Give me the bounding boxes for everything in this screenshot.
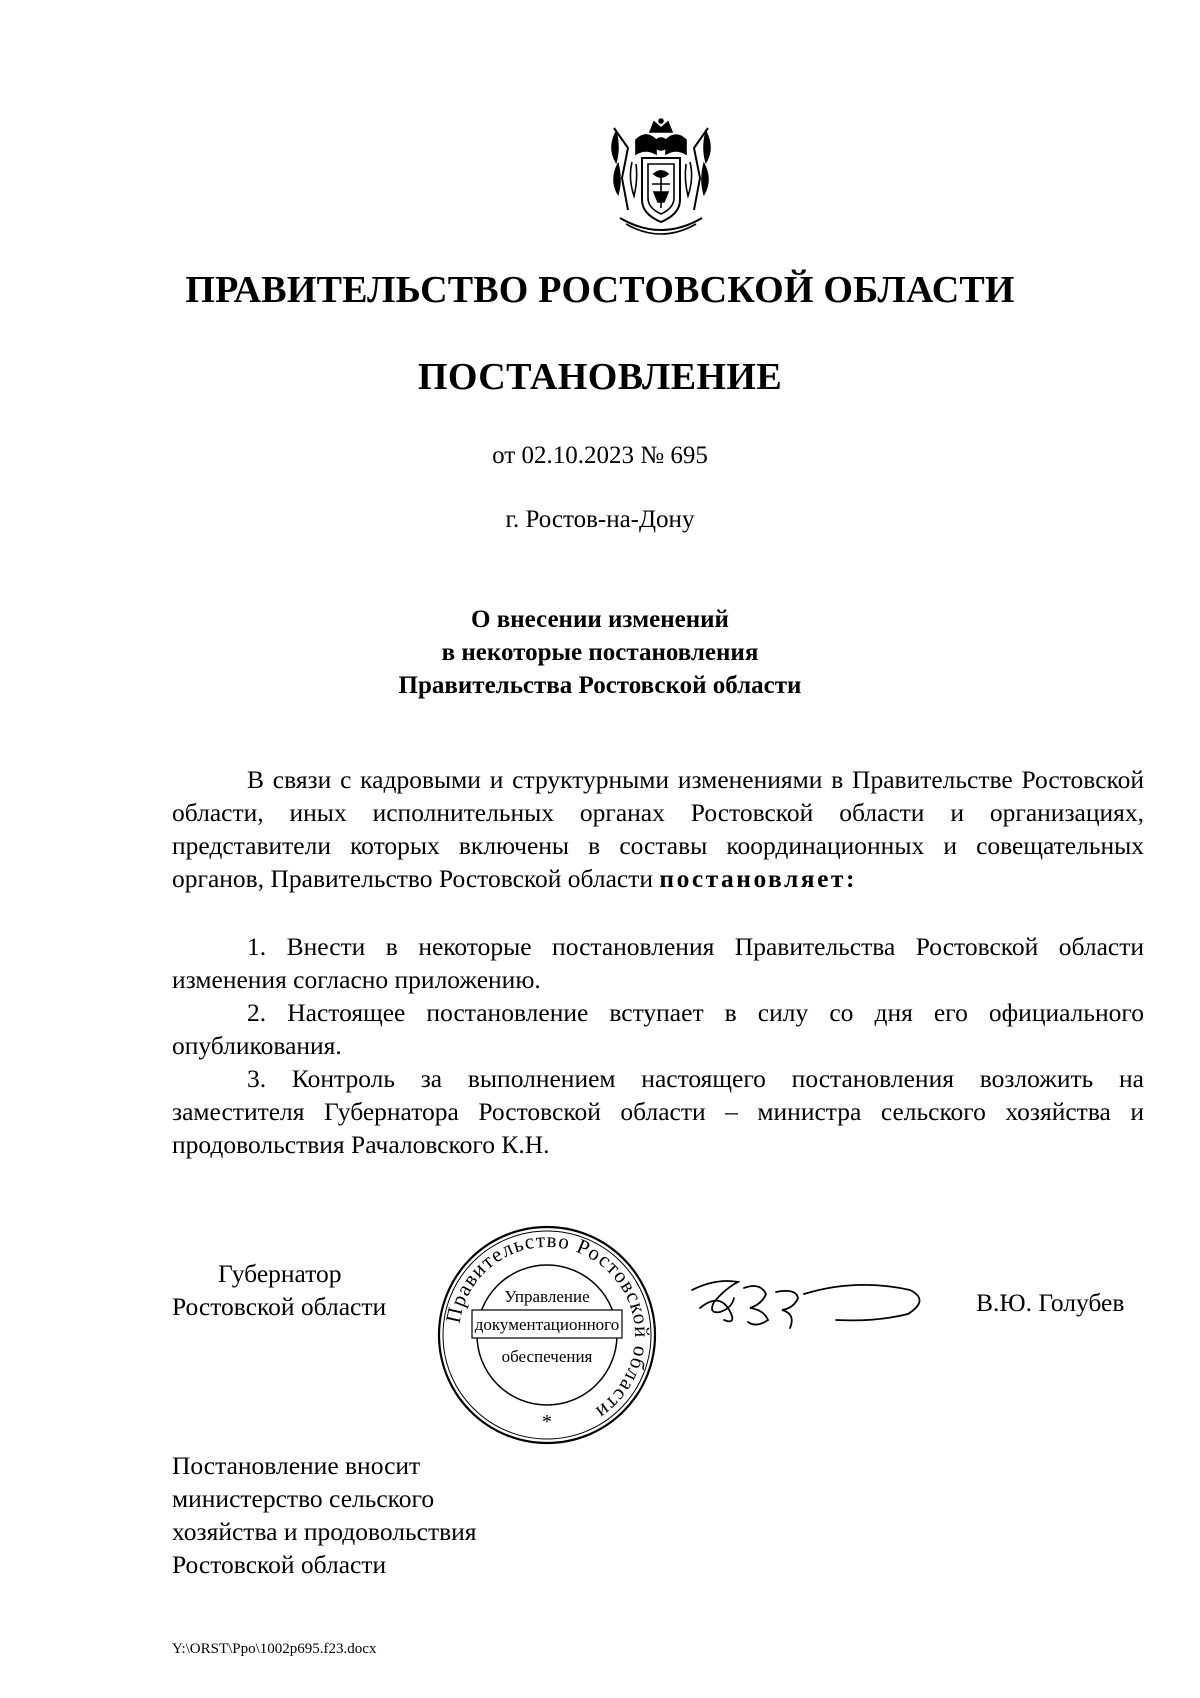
signatory-position	[172, 1257, 386, 1323]
coat-of-arms-icon	[606, 118, 716, 240]
seal-inner-line: документационного	[474, 1315, 620, 1334]
subject-line: в некоторые постановления	[441, 639, 759, 666]
resolution-items	[172, 930, 1144, 1161]
preamble-emphasis: постановляет:	[659, 864, 857, 893]
initiator-line: хозяйства и продовольствия	[172, 1517, 477, 1546]
subject-line: О внесении изменений	[471, 606, 729, 633]
signatory-position-line: Ростовской области	[172, 1292, 387, 1321]
initiator-line: Ростовской области	[172, 1550, 387, 1579]
seal-inner-line: Управление	[504, 1287, 590, 1306]
signatory-name: В.Ю. Голубев	[976, 1288, 1125, 1317]
seal-outer-text: Правительство Ростовской области	[440, 1227, 655, 1426]
official-seal-stamp	[434, 1222, 660, 1448]
initiator-line: Постановление вносит	[172, 1451, 421, 1480]
resolution-item: 2. Настоящее постановление вступает в силу со дня его официального опубликования.	[172, 998, 1144, 1060]
preamble-text: В связи с кадровыми и структурными изменениями в Правительстве Ростовской области, иных исполнительных органах Ростовской области и организациях, представители которых включены в составы координационных и совещательных органов, Правительство Ростовской области	[172, 765, 1144, 893]
file-path-footer: Y:\ORST\Ppo\1002p695.f23.docx	[172, 1641, 377, 1657]
signatory-position-line: Губернатор	[218, 1259, 342, 1288]
document-type: ПОСТАНОВЛЕНИЕ	[417, 356, 783, 398]
handwritten-signature-icon	[686, 1268, 928, 1338]
subject-line: Правительства Ростовской области	[398, 672, 802, 699]
initiator-line: министерство сельского	[172, 1484, 435, 1513]
document-date-number: от 02.10.2023 № 695	[492, 442, 708, 469]
document-subject	[0, 603, 1200, 702]
resolution-item: 3. Контроль за выполнением настоящего постановления возложить на заместителя Губернатора Ростовской области – министра сельского хозяйства и продовольствия Рачаловского К.Н.	[172, 1064, 1144, 1159]
seal-star: *	[542, 1411, 552, 1433]
initiator-block	[172, 1449, 477, 1581]
resolution-item: 1. Внести в некоторые постановления Правительства Ростовской области изменения согласно приложению.	[172, 932, 1144, 994]
document-city: г. Ростов-на-Дону	[505, 506, 695, 533]
preamble-paragraph	[172, 763, 1144, 895]
seal-inner-line: обеспечения	[501, 1347, 593, 1366]
government-title: ПРАВИТЕЛЬСТВО РОСТОВСКОЙ ОБЛАСТИ	[185, 269, 1015, 311]
